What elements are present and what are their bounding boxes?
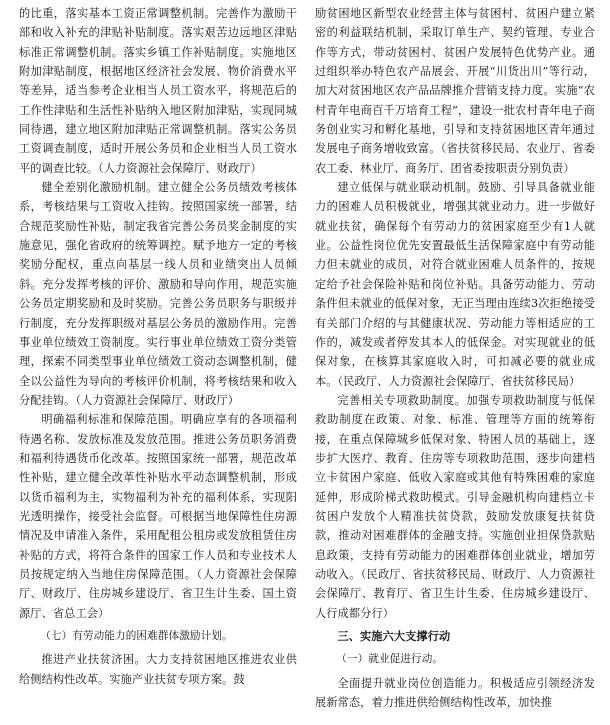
paragraph-low-income-employment: 建立低保与就业联动机制。鼓励、引导具备就业能力的困难人员积极就业，增强其就业动力。进一步做好就业扶贫，确保每个有劳动力的贫困家庭至少有1人就业。公益性岗位优先安置最低生活保障家庭中有劳动能力但未就业的成员，对符合就业困难人员条件的，按规定给予社会保险补贴和岗位补贴。具备劳动能力、劳动条件但未就业的低保对象，无正当理由连续3次拒绝接受有关部门介绍的与其健康状况、劳动能力等相适应的工作的，减发或者停发其本人的低保金。对实现就业的低保对象，在核算其家庭收入时，可扣减必要的就业成本。（民政厅、人力资源社会保障厅、省扶贫移民局） <box>315 181 595 388</box>
paragraph-industry-continued: 励贫困地区新型农业经营主体与贫困村、贫困户建立紧密的利益联结机制，采取订单生产、契约管理、专业合作等方式，带动贫困村、贫困户发展特色优势产业。通过组织举办特色农产品展会、开展“川货出川”等行动，加大对贫困地区农产品品牌推介营销支持力度。实施“农村青年电商百千万培育工程”，建设一批农村青年电子商务创业实习和孵化基地，引导和支持贫困地区青年通过发展电子商务增收致富。（省扶贫移民局、农业厅、省委农工委、林业厅、商务厅、团省委按职责分别负责） <box>315 7 595 175</box>
paragraph-job-creation: 全面提升就业岗位创造能力。积极适应引领经济发展新常态，着力推进供给侧结构性改革，加快推 <box>315 676 595 710</box>
right-column <box>315 4 595 712</box>
left-column <box>19 4 297 689</box>
paragraph-differential-incentive: 健全差别化激励机制。建立健全公务员绩效考核体系，考核结果与工资收入挂钩。按照国家统一部署，结合规范奖励性补贴，制定我省完善公务员奖金制度的实施意见，强化省政府的统筹调控。赋予地方一定的考核奖励分配权，重点向基层一线人员和业绩突出人员倾斜。充分发挥考核的评价、激励和导向作用，规范实施公务员定期奖励和及时奖励。完善公务员职务与职级并行制度，充分发挥职级对基层公务员的激励作用。完善事业单位绩效工资制度。实行事业单位绩效工资分类管理，探索不同类型事业单位绩效工资动态调整机制，健全以公益性为导向的考核评价机制，将考核结果和收入分配挂钩。（人力资源社会保障厅、财政厅） <box>19 181 297 407</box>
paragraph-welfare-standards: 明确福利标准和保障范围。明确应享有的各项福利待遇名称、发放标准及发放范围。推进公务员职务消费和福利待遇货币化改革。按照国家统一部署，规范改革性补贴，建立健全改革性补贴水平动态调整机制，形成以货币福利为主，实物福利为补充的福利体系，实现阳光透明操作，接受社会监督。可根据当地保障性住房源情况及申请准入条件，采用配租公租房或发放租赁住房补贴的方式，将符合条件的国家工作人员和专业技术人员按规定纳入当地住房保障范围。（人力资源社会保障厅、财政厅、住房城乡建设厅、省卫生计生委、国土资源厅、省总工会） <box>19 413 297 620</box>
paragraph-wage-adjustment: 的比重，落实基本工资正常调整机制。完善作为激励干部和收入补充的津贴补贴制度。落实艰苦边远地区津贴标准正常调整机制。落实乡镇工作补贴制度。实施地区附加津贴制度，根据地区经济社会发展、物价消费水平等差异，适当参考企业相当人员工资水平，将规范后的工作性津贴和生活性补贴纳入地区附加津贴，实现同城同待遇，建立地区附加津贴正常调整机制。落实公务员工资调查制度，适时开展公务员和企业相当人员工资水平的调查比较。（人力资源社会保障厅、财政厅） <box>19 7 297 175</box>
paragraph-industry-poverty: 推进产业扶贫济困。大力支持贫困地区推进农业供给侧结构性改革。实施产业扶贫专项方案。鼓 <box>19 653 297 686</box>
section-heading-three: 三、实施六大支撑行动 <box>337 630 451 643</box>
section-heading-7: （七）有劳动能力的困难群体激励计划。 <box>40 630 233 642</box>
subsection-heading-employment: （一）就业促进行动。 <box>336 653 444 666</box>
paragraph-special-assistance: 完善相关专项救助制度。加强专项救助制度与低保救助制度在政策、对象、标准、管理等方面的统筹衔接，在重点保障城乡低保对象、特困人员的基础上，逐步扩大医疗、教育、住房等专项救助范围，逐步向建档立卡贫困户家庭、低收入家庭或其他有特殊困难的家庭延伸，形成阶梯式救助模式。引导金融机构向建档立卡贫困户发放个人精准扶贫贷款，鼓励发放康复扶贫贷款，推动对困难群体的金融支持。实施创业担保贷款贴息政策，支持有劳动能力的困难群体创业就业，增加劳动收入。（民政厅、省扶贫移民局、财政厅、人力资源社会保障厅、教育厅、省卫生计生委、住房城乡建设厅、人行成都分行） <box>315 393 595 620</box>
